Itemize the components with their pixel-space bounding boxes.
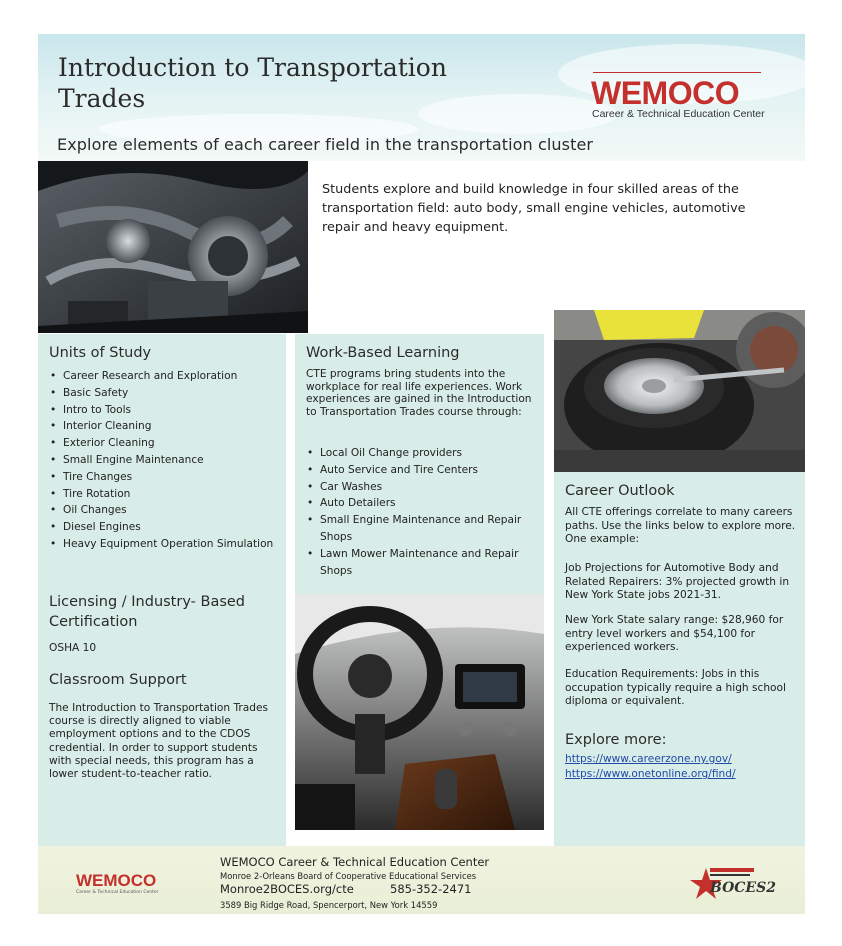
flyer-page — [38, 34, 805, 914]
tire-photo — [554, 310, 805, 472]
career-intro: All CTE offerings correlate to many careers paths. Use the links below to explore more. One example: — [565, 506, 796, 545]
engine-photo — [38, 161, 308, 333]
onetonline-link[interactable]: https://www.onetonline.org/find/ — [565, 768, 736, 780]
licensing-heading: Licensing / Industry- Based Certification — [49, 594, 246, 630]
boces2-logo: BOCES2 — [688, 864, 758, 904]
page-subtitle: Explore elements of each career field in the transportation cluster — [57, 135, 594, 154]
classroom-heading: Classroom Support — [49, 672, 187, 688]
unit-item: • Tire Changes — [49, 469, 279, 486]
left-panel — [38, 334, 286, 846]
careerzone-link[interactable]: https://www.careerzone.ny.gov/ — [565, 753, 732, 765]
unit-item: • Diesel Engines — [49, 519, 279, 536]
footer-wemoco-logo: WEMOCO Career & Technical Education Center — [76, 871, 159, 895]
unit-item: • Interior Cleaning — [49, 418, 279, 435]
unit-item: • Heavy Equipment Operation Simulation — [49, 536, 279, 553]
career-heading: Career Outlook — [565, 483, 675, 499]
wemoco-logo: WEMOCO Career & Technical Education Center — [589, 72, 769, 122]
work-item: • Lawn Mower Maintenance and Repair Shops — [306, 546, 538, 580]
work-item: • Auto Detailers — [306, 495, 538, 512]
work-item: • Auto Service and Tire Centers — [306, 462, 538, 479]
footer-address: 3589 Big Ridge Road, Spencerport, New York 14559 — [220, 900, 438, 910]
salary-range: New York State salary range: $28,960 for entry level workers and $54,100 for experienced workers. — [565, 614, 784, 653]
work-item: • Local Oil Change providers — [306, 445, 538, 462]
units-heading: Units of Study — [49, 345, 152, 361]
car-interior-photo — [295, 594, 544, 830]
footer-boces-name: Monroe 2-Orleans Board of Cooperative Educational Services — [220, 871, 477, 881]
unit-item: • Tire Rotation — [49, 486, 279, 503]
intro-text: Students explore and build knowledge in four skilled areas of the transportation field: auto body, small engine vehicles, automotive repair and heavy equipment. — [322, 182, 746, 235]
footer-phone: 585-352-2471 — [390, 882, 472, 896]
explore-heading: Explore more: — [565, 732, 667, 748]
units-list — [49, 368, 279, 553]
unit-item: • Basic Safety — [49, 385, 279, 402]
right-panel — [554, 472, 805, 846]
footer — [38, 846, 805, 914]
classroom-text: The Introduction to Transportation Trades course is directly aligned to viable employment options and to the CDOS credential. In order to support students with special needs, this program has a lower student-to-teacher ratio. — [49, 702, 268, 781]
unit-item: • Intro to Tools — [49, 402, 279, 419]
work-list — [306, 445, 538, 579]
work-heading: Work-Based Learning — [306, 345, 460, 361]
unit-item: • Oil Changes — [49, 502, 279, 519]
licensing-text: OSHA 10 — [49, 642, 97, 654]
job-projections: Job Projections for Automotive Body and Related Repairers: 3% projected growth in New York State jobs 2021-31. — [565, 562, 790, 601]
work-item: • Small Engine Maintenance and Repair Shops — [306, 512, 538, 546]
footer-website[interactable]: Monroe2BOCES.org/cte — [220, 882, 354, 896]
unit-item: • Career Research and Exploration — [49, 368, 279, 385]
footer-center-name: WEMOCO Career & Technical Education Center — [220, 855, 490, 869]
unit-item: • Exterior Cleaning — [49, 435, 279, 452]
header-banner — [38, 34, 805, 161]
unit-item: • Small Engine Maintenance — [49, 452, 279, 469]
work-item: • Car Washes — [306, 479, 538, 496]
page-title: Introduction to Transportation Trades — [58, 53, 447, 113]
work-text: CTE programs bring students into the workplace for real life experiences. Work experiences are gained in the Introduction to Transportation Trades course through: — [306, 368, 532, 418]
education-requirements: Education Requirements: Jobs in this occupation typically require a high school diploma or equivalent. — [565, 668, 786, 707]
middle-panel — [295, 334, 544, 594]
